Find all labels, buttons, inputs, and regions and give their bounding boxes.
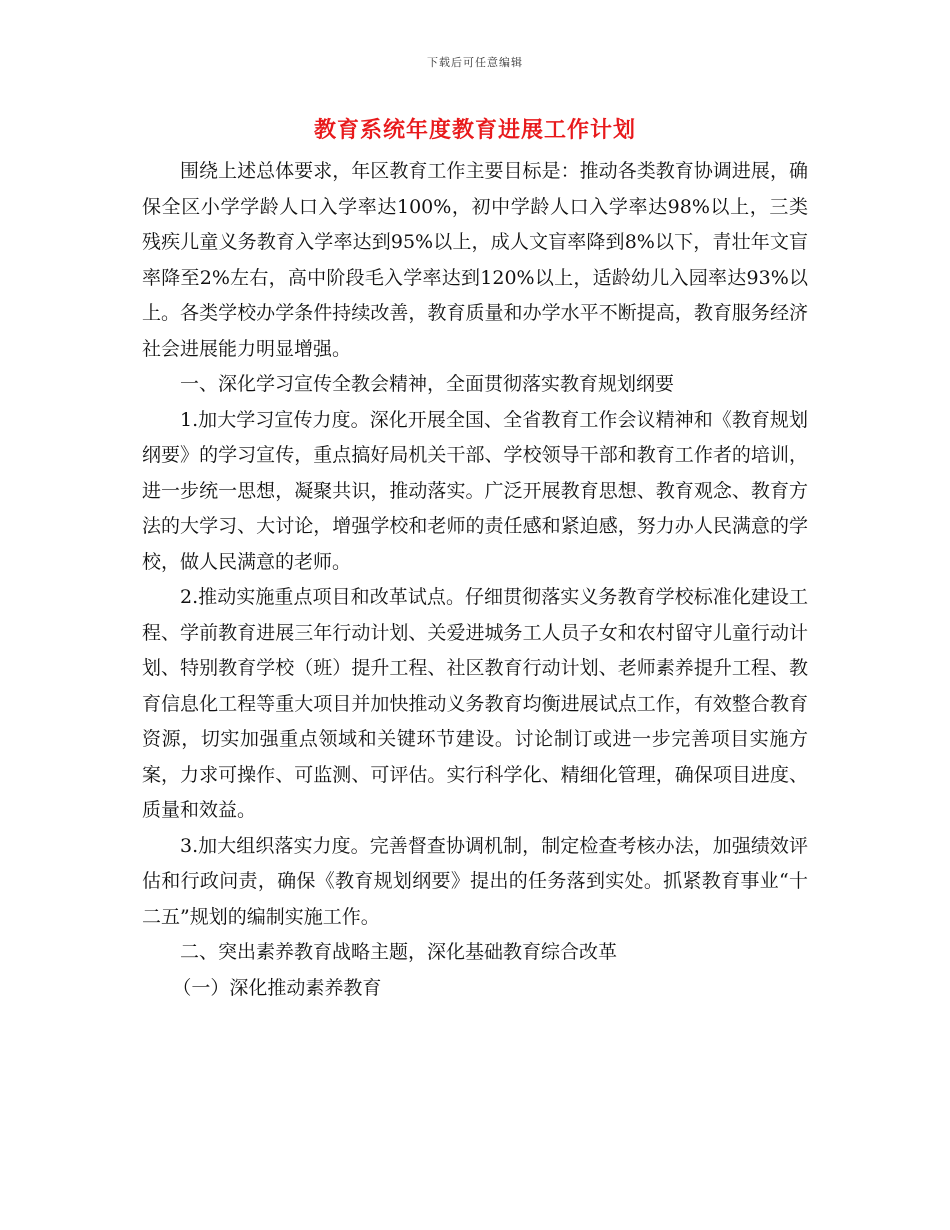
document-title: 教育系统年度教育进展工作计划 (313, 117, 636, 143)
section-heading-2: 二、突出素养教育战略主题，深化基础教育综合改革 (180, 941, 618, 963)
paragraph-goals: 围绕上述总体要求，年区教育工作主要目标是：推动各类教育协调进展，确保全区小学学龄人口入学率达100%，初中学龄人口入学率达98%以上，三类残疾儿童义务教育入学率达到95%以上，成人文盲率降到8%以下，青壮年文盲率降至2%左右，高中阶段毛入学率达到120%以上，适龄幼儿入园率达93%以上。各类学校办学条件持续改善，教育质量和办学水平不断提高，教育服务经济社会进展能力明显增强。 (142, 160, 808, 360)
paragraph-item-2: 2.推动实施重点项目和改革试点。仔细贯彻落实义务教育学校标准化建设工程、学前教育进展三年行动计划、关爱进城务工人员子女和农村留守儿童行动计划、特别教育学校（班）提升工程、社区教育行动计划、老师素养提升工程、教育信息化工程等重大项目并加快推动义务教育均衡进展试点工作，有效整合教育资源，切实加强重点领域和关键环节建设。讨论制订或进一步完善项目实施方案，力求可操作、可监测、可评估。实行科学化、精细化管理，确保项目进度、质量和效益。 (142, 586, 808, 821)
paragraph-item-1: 1.加大学习宣传力度。深化开展全国、全省教育工作会议精神和《教育规划纲要》的学习宣传，重点搞好局机关干部、学校领导干部和教育工作者的培训，进一步统一思想，凝聚共识，推动落实。广泛开展教育思想、教育观念、教育方法的大学习、大讨论，增强学校和老师的责任感和紧迫感，努力办人民满意的学校，做人民满意的老师。 (142, 408, 808, 573)
subsection-heading-1: （一）深化推动素养教育 (172, 976, 382, 999)
section-heading-1: 一、深化学习宣传全教会精神，全面贯彻落实教育规划纲要 (180, 373, 675, 395)
paragraph-item-3: 3.加大组织落实力度。完善督查协调机制，制定检查考核办法，加强绩效评估和行政问责，确保《教育规划纲要》提出的任务落到实处。抓紧教育事业“十二五”规划的编制实施工作。 (142, 834, 808, 928)
document-body (142, 154, 808, 1006)
header-note: 下载后可任意编辑 (427, 56, 523, 69)
